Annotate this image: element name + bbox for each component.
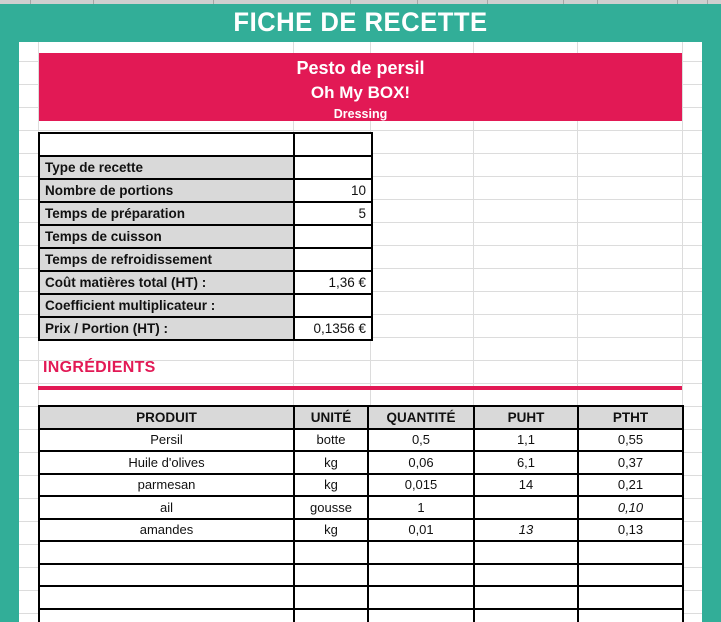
ingredient-unite-cell[interactable] [294, 564, 368, 587]
info-label-cell [39, 133, 294, 156]
column-header-produit: PRODUIT [39, 406, 294, 429]
info-label-cell: Type de recette [39, 156, 294, 179]
info-label-cell: Coefficient multiplicateur : [39, 294, 294, 317]
ingredient-produit-cell[interactable] [39, 586, 294, 609]
table-row [39, 248, 372, 271]
table-row [39, 294, 372, 317]
table-row [39, 156, 372, 179]
ingredient-unite-cell[interactable] [294, 609, 368, 622]
recipe-category: Dressing [333, 107, 388, 121]
sheet-area [19, 42, 702, 622]
column-header-unite: UNITÉ [294, 406, 368, 429]
column-header-quantite: QUANTITÉ [368, 406, 474, 429]
table-row [39, 429, 683, 452]
ingredient-puht-cell[interactable]: 13 [474, 519, 578, 542]
ingredient-quantite-cell[interactable]: 1 [368, 496, 474, 519]
ingredient-produit-cell[interactable]: ail [39, 496, 294, 519]
ingredient-produit-cell[interactable]: parmesan [39, 474, 294, 497]
table-row [39, 179, 372, 202]
info-value-cell[interactable] [294, 248, 372, 271]
ingredient-ptht-cell[interactable]: 0,37 [578, 451, 683, 474]
ingredient-puht-cell[interactable]: 1,1 [474, 429, 578, 452]
ingredient-quantite-cell[interactable] [368, 609, 474, 622]
info-value-cell[interactable]: 5 [294, 202, 372, 225]
ingredient-quantite-cell[interactable]: 0,06 [368, 451, 474, 474]
info-value-cell[interactable]: 10 [294, 179, 372, 202]
section-underline [38, 386, 682, 390]
ingredient-puht-cell[interactable]: 14 [474, 474, 578, 497]
ingredient-quantite-cell[interactable] [368, 564, 474, 587]
ingredient-unite-cell[interactable]: kg [294, 474, 368, 497]
ingredient-ptht-cell[interactable] [578, 609, 683, 622]
ingredient-puht-cell[interactable] [474, 541, 578, 564]
info-value-cell[interactable] [294, 156, 372, 179]
table-header-row [39, 406, 683, 429]
ingredient-produit-cell[interactable]: Persil [39, 429, 294, 452]
ingredient-quantite-cell[interactable] [368, 541, 474, 564]
table-row [39, 133, 372, 156]
ingredient-unite-cell[interactable] [294, 541, 368, 564]
table-row [39, 564, 683, 587]
table-row [39, 541, 683, 564]
info-label-cell: Temps de cuisson [39, 225, 294, 248]
ingredient-ptht-cell[interactable]: 0,55 [578, 429, 683, 452]
recipe-info-table [38, 132, 373, 341]
right-frame-column [702, 42, 721, 622]
info-value-cell[interactable] [294, 133, 372, 156]
info-value-cell[interactable] [294, 294, 372, 317]
ingredient-produit-cell[interactable]: Huile d'olives [39, 451, 294, 474]
info-value-cell[interactable] [294, 225, 372, 248]
info-value-cell[interactable]: 0,1356 € [294, 317, 372, 340]
ingredient-quantite-cell[interactable]: 0,5 [368, 429, 474, 452]
ingredient-puht-cell[interactable] [474, 586, 578, 609]
ingredient-unite-cell[interactable]: botte [294, 429, 368, 452]
table-row [39, 451, 683, 474]
ingredient-quantite-cell[interactable]: 0,015 [368, 474, 474, 497]
ingredient-puht-cell[interactable] [474, 496, 578, 519]
ingredient-ptht-cell[interactable]: 0,10 [578, 496, 683, 519]
table-row [39, 609, 683, 622]
ingredient-puht-cell[interactable]: 6,1 [474, 451, 578, 474]
ingredient-produit-cell[interactable]: amandes [39, 519, 294, 542]
info-label-cell: Temps de préparation [39, 202, 294, 225]
ingredient-unite-cell[interactable] [294, 586, 368, 609]
info-label-cell: Prix / Portion (HT) : [39, 317, 294, 340]
ingredient-produit-cell[interactable] [39, 541, 294, 564]
table-row [39, 586, 683, 609]
ingredient-ptht-cell[interactable] [578, 586, 683, 609]
info-label-cell: Temps de refroidissement [39, 248, 294, 271]
column-header-puht: PUHT [474, 406, 578, 429]
table-row [39, 474, 683, 497]
left-frame-column [0, 42, 19, 622]
table-row [39, 496, 683, 519]
ingredient-unite-cell[interactable]: kg [294, 451, 368, 474]
ingredient-ptht-cell[interactable] [578, 564, 683, 587]
ingredient-puht-cell[interactable] [474, 609, 578, 622]
table-row [39, 317, 372, 340]
brand-name: Oh My BOX! [310, 83, 411, 102]
page-title: FICHE DE RECETTE [233, 7, 488, 37]
ingredient-unite-cell[interactable]: gousse [294, 496, 368, 519]
ingredient-unite-cell[interactable]: kg [294, 519, 368, 542]
ingredient-ptht-cell[interactable]: 0,21 [578, 474, 683, 497]
table-row [39, 225, 372, 248]
ingredients-section-title: INGRÉDIENTS [43, 359, 156, 376]
ingredient-puht-cell[interactable] [474, 564, 578, 587]
ingredient-ptht-cell[interactable] [578, 541, 683, 564]
info-label-cell: Coût matières total (HT) : [39, 271, 294, 294]
sheet-title-band [0, 4, 721, 42]
ingredients-table [38, 405, 684, 622]
ingredient-produit-cell[interactable] [39, 564, 294, 587]
ingredient-quantite-cell[interactable]: 0,01 [368, 519, 474, 542]
info-label-cell: Nombre de portions [39, 179, 294, 202]
table-row [39, 271, 372, 294]
ingredient-produit-cell[interactable] [39, 609, 294, 622]
info-value-cell[interactable]: 1,36 € [294, 271, 372, 294]
table-row [39, 202, 372, 225]
ingredient-ptht-cell[interactable]: 0,13 [578, 519, 683, 542]
column-header-ptht: PTHT [578, 406, 683, 429]
recipe-banner [39, 53, 682, 121]
table-row [39, 519, 683, 542]
recipe-name: Pesto de persil [296, 58, 425, 78]
ingredient-quantite-cell[interactable] [368, 586, 474, 609]
